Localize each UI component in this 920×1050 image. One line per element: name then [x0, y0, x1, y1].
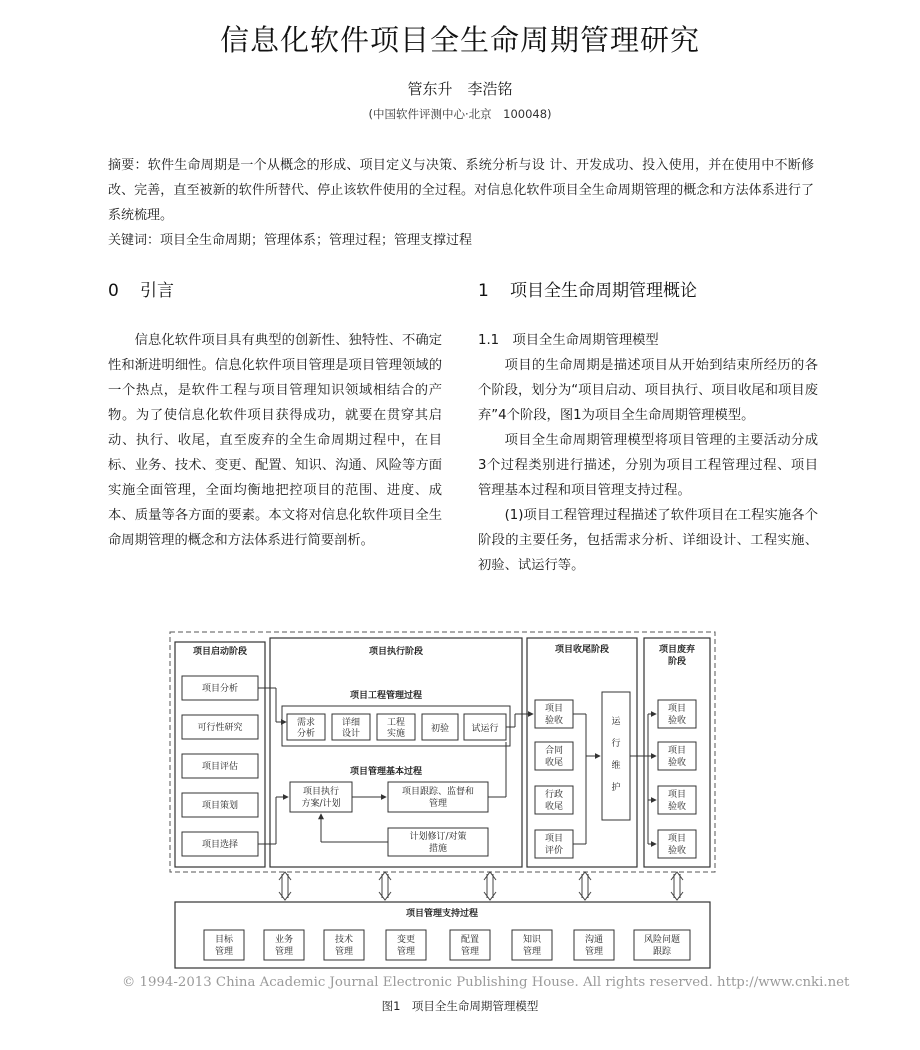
right-column — [478, 328, 818, 578]
phase-exec-box — [270, 638, 522, 867]
paper-affiliation: (中国软件评测中心·北京 100048) — [368, 107, 552, 121]
support-item-label: 沟通 — [584, 935, 604, 945]
support-item-label: 管理 — [522, 947, 542, 957]
close-item-label: 项目 — [544, 834, 564, 844]
retire-item-label: 项目 — [667, 790, 687, 800]
double-arrow — [279, 872, 291, 900]
close-items — [535, 700, 573, 858]
basic-track-label: 项目跟踪、监督和 — [401, 787, 475, 797]
section-0-title: 引言 — [140, 281, 174, 301]
double-arrow — [671, 872, 683, 900]
start-item-label: 项目分析 — [201, 684, 239, 694]
basic-plan-label: 方案/计划 — [301, 799, 341, 809]
eng-item-label: 设计 — [341, 729, 361, 739]
ops-char: 运 — [611, 717, 621, 727]
retire-item-label: 项目 — [667, 746, 687, 756]
section-1-heading — [478, 276, 697, 301]
close-item-label: 项目 — [544, 704, 564, 714]
paragraph-lifecycle: 项目的生命周期是描述项目从开始到结束所经历的各个阶段，划分为“项目启动、项目执行、项目收尾和项目废弃”4个阶段，图1为项目全生命周期管理模型。 — [478, 358, 818, 423]
eng-item-label: 工程 — [386, 718, 406, 728]
support-item-label: 配置 — [460, 935, 480, 945]
phase-retire-label: 项目废弃 — [658, 645, 696, 655]
retire-item-label: 项目 — [667, 704, 687, 714]
basic-revise-label: 计划修订/对策 — [409, 832, 467, 842]
subsection-1-1-heading: 1.1 项目全生命周期管理模型 — [478, 333, 659, 348]
support-items — [204, 930, 690, 960]
start-items — [182, 676, 258, 856]
close-item-label: 行政 — [544, 790, 564, 800]
retire-item-label: 验收 — [667, 802, 687, 812]
section-0-number: 0 — [108, 281, 119, 301]
support-item-label: 管理 — [274, 947, 294, 957]
support-item-label: 风险问题 — [643, 935, 681, 945]
double-arrow — [379, 872, 391, 900]
support-item-label: 跟踪 — [652, 947, 672, 957]
paragraph-engineering: (1)项目工程管理过程描述了软件项目在工程实施各个阶段的主要任务，包括需求分析、详细设计、工程实施、初验、试运行等。 — [478, 508, 818, 573]
close-item-label: 合同 — [544, 746, 564, 756]
support-item-label: 管理 — [460, 947, 480, 957]
section-1-title: 项目全生命周期管理概论 — [510, 281, 697, 301]
abstract-text: 摘要：软件生命周期是一个从概念的形成、项目定义与决策、系统分析与设 计、开发成功、投入使用，并在使用中不断修改、完善，直至被新的软件所替代、停止该软件使用的全过程。对信息化软件项目全生命周期管理的概念和方法体系进行了系统梳理。 — [108, 158, 814, 223]
eng-item-label: 试运行 — [471, 724, 499, 734]
phase-start-label: 项目启动阶段 — [192, 647, 248, 657]
paper-title: 信息化软件项目全生命周期管理研究 — [219, 23, 700, 57]
ops-char: 护 — [611, 783, 621, 793]
support-item-label: 管理 — [584, 947, 604, 957]
double-arrow — [484, 872, 496, 900]
keywords-text: 关键词：项目全生命周期；管理体系；管理过程；管理支撑过程 — [108, 233, 473, 248]
retire-item-label: 验收 — [667, 716, 687, 726]
close-item-label: 收尾 — [544, 758, 564, 768]
intro-paragraph: 信息化软件项目具有典型的创新性、独特性、不确定性和渐进明细性。信息化软件项目管理是项目管理领域的一个热点，是软件工程与项目管理知识领域相结合的产物。为了使信息化软件项目获得成功，就要在贯穿其启动、执行、收尾，直至废弃的全生命周期过程中，在目标、业务、技术、变更、配置、知识、沟通、风险等方面实施全面管理，全面均衡地把控项目的范围、进度、成本、质量等各方面的要素。本文将对信息化软件项目全生命周期管理的概念和方法体系进行简要剖析。 — [108, 333, 442, 548]
support-links — [279, 872, 683, 900]
start-item-label: 项目策划 — [201, 801, 239, 811]
support-item-label: 管理 — [214, 947, 234, 957]
start-item-label: 项目选择 — [201, 840, 239, 850]
ops-char: 维 — [611, 761, 621, 771]
eng-item-label: 详细 — [341, 718, 361, 728]
retire-item-label: 验收 — [667, 846, 687, 856]
basic-revise-label: 措施 — [428, 844, 448, 854]
eng-items — [287, 714, 506, 740]
double-arrow — [579, 872, 591, 900]
eng-item-label: 需求 — [296, 718, 316, 728]
support-item-label: 管理 — [334, 947, 354, 957]
basic-process-title: 项目管理基本过程 — [349, 767, 423, 777]
eng-item-label: 分析 — [296, 729, 316, 739]
copyright-watermark: © 1994-2013 China Academic Journal Electronic Publishing House. All rights reserved. http://www.cnki.net — [122, 975, 850, 990]
phase-close-box — [527, 638, 637, 867]
basic-track-label: 管理 — [428, 799, 448, 809]
support-item-label: 目标 — [214, 935, 234, 945]
retire-items — [658, 700, 696, 858]
ops-maintenance-box — [602, 692, 630, 820]
support-item-label: 技术 — [334, 935, 354, 945]
paragraph-model: 项目全生命周期管理模型将项目管理的主要活动分成3个过程类别进行描述，分别为项目工程管理过程、项目管理基本过程和项目管理支持过程。 — [478, 433, 818, 498]
paper-authors: 管东升 李浩铭 — [407, 80, 513, 98]
ops-char: 行 — [611, 739, 621, 749]
support-item-label: 知识 — [522, 935, 542, 945]
support-item-label: 管理 — [396, 947, 416, 957]
phase-close-label: 项目收尾阶段 — [554, 645, 610, 655]
close-item-label: 验收 — [544, 716, 564, 726]
close-item-label: 收尾 — [544, 802, 564, 812]
abstract-block — [108, 153, 814, 253]
phase-exec-label: 项目执行阶段 — [368, 647, 424, 657]
figure-caption: 图1 项目全生命周期管理模型 — [381, 999, 539, 1013]
lifecycle-model-figure — [160, 622, 725, 972]
eng-item-label: 实施 — [386, 729, 406, 739]
section-1-number: 1 — [478, 281, 489, 301]
phase-retire-label: 阶段 — [667, 657, 687, 667]
support-item-label: 业务 — [274, 935, 294, 945]
left-column — [108, 328, 442, 553]
support-process-title: 项目管理支持过程 — [405, 909, 479, 919]
support-item-label: 变更 — [396, 935, 416, 945]
section-0-heading — [108, 276, 174, 301]
eng-item-label: 初验 — [430, 724, 450, 734]
basic-plan-label: 项目执行 — [302, 787, 340, 797]
retire-item-label: 项目 — [667, 834, 687, 844]
retire-item-label: 验收 — [667, 758, 687, 768]
eng-process-title: 项目工程管理过程 — [349, 691, 423, 701]
start-item-label: 可行性研究 — [197, 723, 243, 733]
close-item-label: 评价 — [544, 846, 564, 856]
start-item-label: 项目评估 — [201, 762, 239, 772]
